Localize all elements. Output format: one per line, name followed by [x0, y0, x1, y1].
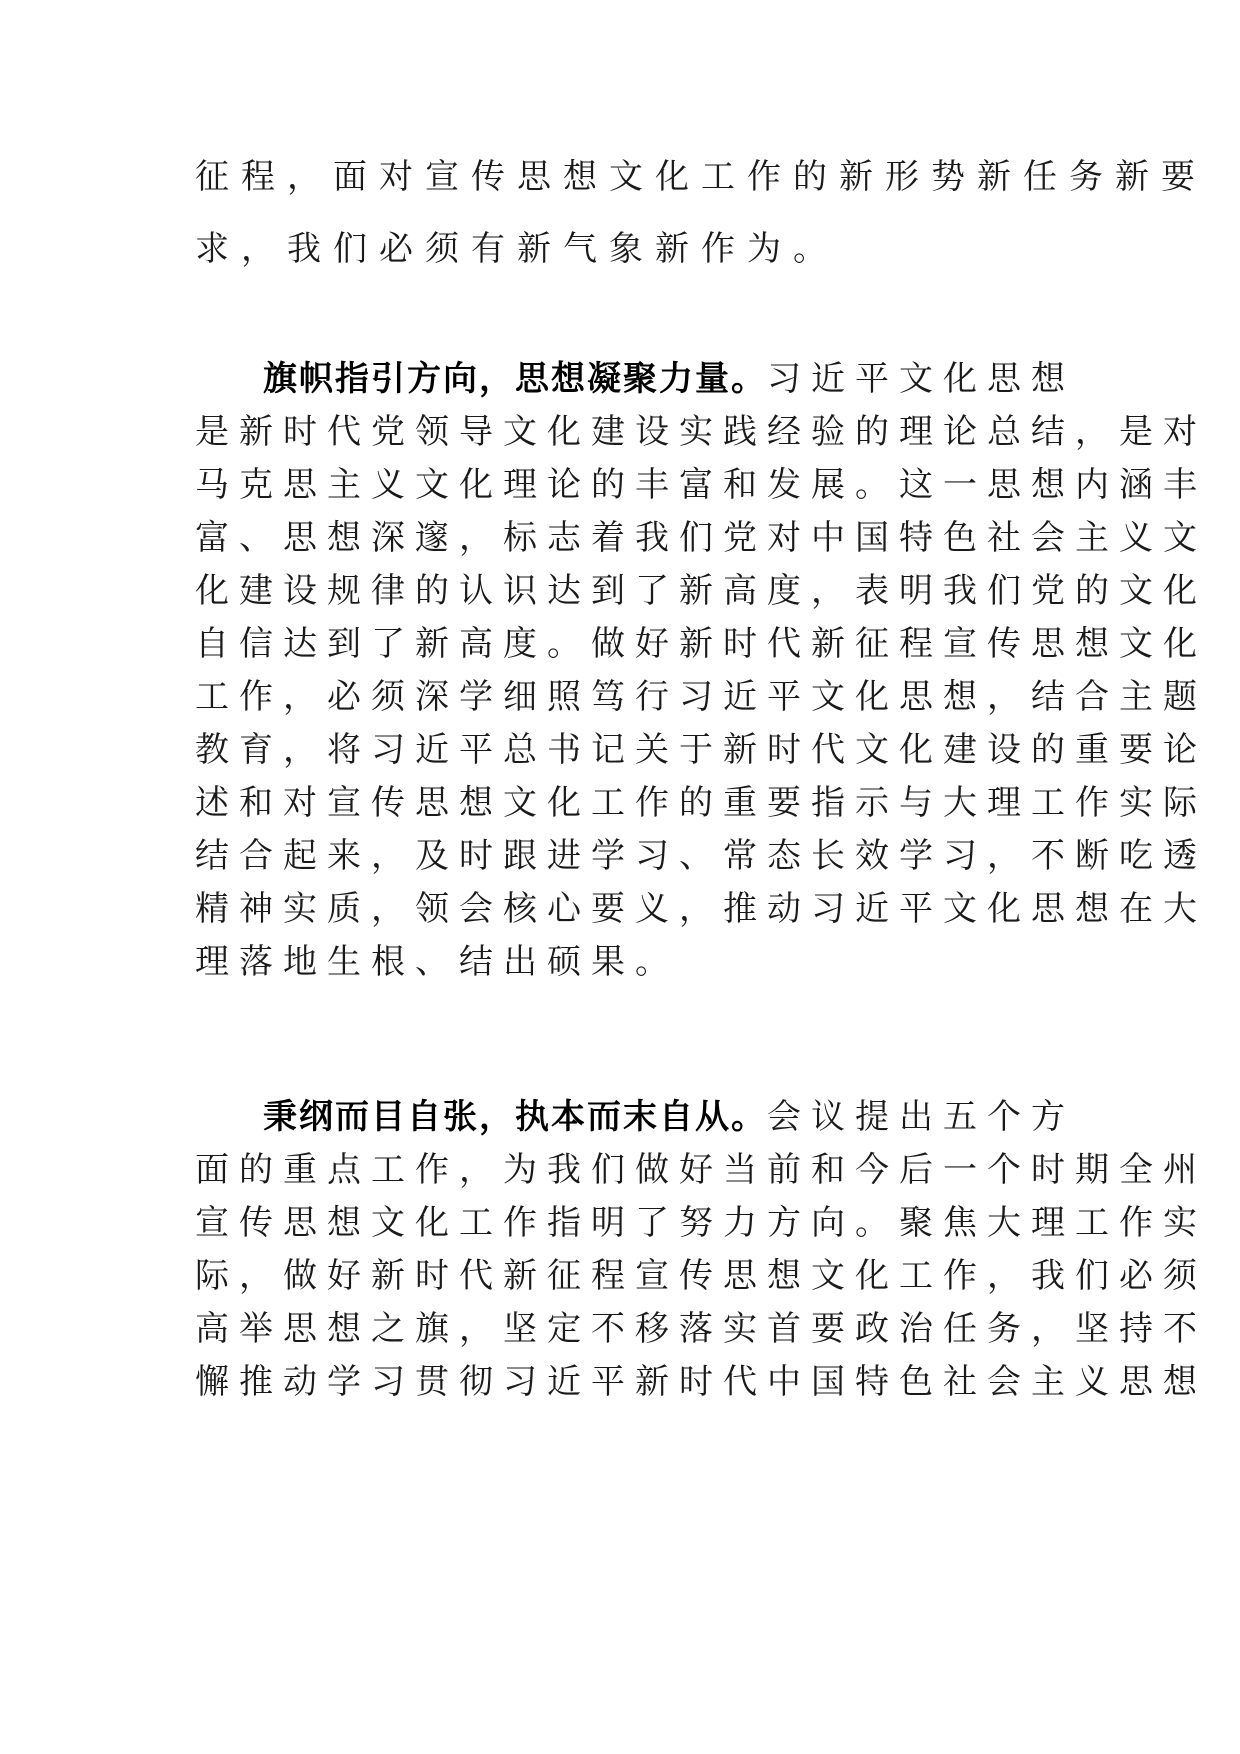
para1-first-line: [263, 357, 1075, 401]
para2-line: 懈推动学习贯彻习近平新时代中国特色社会主义思想: [195, 1362, 1207, 1402]
para2-line: 高举思想之旗，坚定不移落实首要政治任务，坚持不: [195, 1309, 1207, 1349]
intro-line-2: 求，我们必须有新气象新作为。: [195, 229, 839, 269]
para1-line: 工作，必须深学细照笃行习近平文化思想，结合主题: [195, 677, 1207, 717]
para2-lead-heading: 秉纲而目自张，执本而末自从。: [263, 1097, 767, 1137]
para1-line: 理落地生根、结出硕果。: [195, 942, 679, 982]
para2-first-rest: 会议提出五个方: [767, 1097, 1075, 1137]
para1-line: 富、思想深邃，标志着我们党对中国特色社会主义文: [195, 518, 1207, 558]
para2-line: 际，做好新时代新征程宣传思想文化工作，我们必须: [195, 1256, 1207, 1296]
para1-line: 结合起来，及时跟进学习、常态长效学习，不断吃透: [195, 836, 1207, 876]
para1-line: 化建设规律的认识达到了新高度，表明我们党的文化: [195, 571, 1207, 611]
para1-line: 精神实质，领会核心要义，推动习近平文化思想在大: [195, 889, 1207, 929]
para1-lead-heading: 旗帜指引方向，思想凝聚力量。: [263, 359, 767, 399]
para1-line: 教育，将习近平总书记关于新时代文化建设的重要论: [195, 730, 1207, 770]
para1-line: 马克思主义文化理论的丰富和发展。这一思想内涵丰: [195, 465, 1207, 505]
para2-line: 面的重点工作，为我们做好当前和今后一个时期全州: [195, 1150, 1207, 1190]
para1-first-rest: 习近平文化思想: [767, 359, 1075, 399]
para1-line: 述和对宣传思想文化工作的重要指示与大理工作实际: [195, 783, 1207, 823]
para2-first-line: [263, 1095, 1075, 1139]
para2-line: 宣传思想文化工作指明了努力方向。聚焦大理工作实: [195, 1203, 1207, 1243]
intro-line-1: 征程，面对宣传思想文化工作的新形势新任务新要: [195, 157, 1207, 197]
para1-line: 自信达到了新高度。做好新时代新征程宣传思想文化: [195, 624, 1207, 664]
para1-line: 是新时代党领导文化建设实践经验的理论总结，是对: [195, 412, 1207, 452]
